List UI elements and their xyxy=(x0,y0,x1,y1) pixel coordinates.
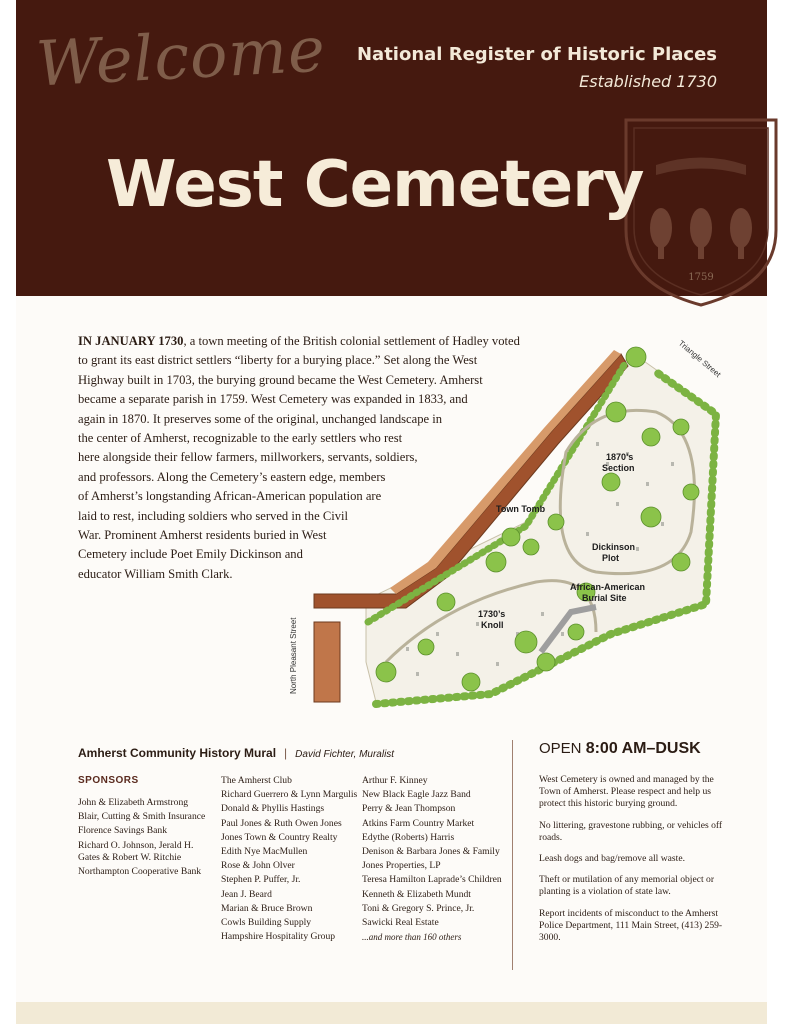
intro-line: laid to rest, including soldiers who served in the Civil xyxy=(78,508,349,523)
column-divider xyxy=(512,740,513,970)
sponsors-heading: SPONSORS xyxy=(78,775,139,786)
label-1870-section: Section xyxy=(602,463,635,473)
intro-line: of Amherst’s longstanding African-American population are xyxy=(78,489,382,504)
intro-lead: IN JANUARY 1730 xyxy=(78,334,184,348)
label-african-american-burial: African-American xyxy=(570,582,646,592)
sponsor-item: Cowls Building Supply xyxy=(221,917,312,929)
label-town-tomb: Town Tomb xyxy=(496,504,546,514)
rule-item: Leash dogs and bag/remove all waste. xyxy=(539,853,685,865)
sponsor-item: Perry & Jean Thompson xyxy=(362,803,456,815)
intro-line: educator William Smith Clark. xyxy=(78,566,233,581)
opening-hours xyxy=(539,740,701,758)
sponsor-item: Sawicki Real Estate xyxy=(362,917,439,929)
sponsor-item: Arthur F. Kinney xyxy=(362,775,428,786)
welcome-script: Welcome xyxy=(34,12,328,101)
sponsor-item: Kenneth & Elizabeth Mundt xyxy=(362,888,471,900)
sponsor-item: Teresa Hamilton Laprade’s Children xyxy=(362,874,502,886)
established-label: Established 1730 xyxy=(579,72,717,91)
rule-item: West Cemetery is owned and managed by the Town of Amherst. Please respect and help us protect this historic burying ground. xyxy=(539,774,714,810)
mural-artist: David Fichter, Muralist xyxy=(295,749,395,760)
rule-item: Report incidents of misconduct to the Amherst Police Department, 111 Main Street, (413) 259-3000. xyxy=(539,907,723,944)
sponsors-column-1 xyxy=(78,797,216,880)
mural-credit xyxy=(78,746,394,760)
cemetery-rules xyxy=(539,774,729,953)
intro-line: Cemetery include Poet Emily Dickinson and xyxy=(78,547,303,562)
sponsors-more: ...and more than 160 others xyxy=(362,932,462,943)
sponsor-item: New Black Eagle Jazz Band xyxy=(362,789,471,801)
intro-line: again in 1870. It preserves some of the original, unchanged landscape in xyxy=(78,411,443,426)
sponsor-item: Hampshire Hospitality Group xyxy=(221,931,336,943)
sponsors-column-2 xyxy=(221,775,361,945)
sponsors-column-3 xyxy=(362,775,502,945)
sponsor-item: Northampton Cooperative Bank xyxy=(78,866,202,878)
intro-line: and professors. Along the Cemetery’s eastern edge, members xyxy=(78,469,386,484)
label-north-pleasant-street: North Pleasant Street xyxy=(289,617,298,694)
open-label: OPEN xyxy=(539,740,586,757)
register-label: National Register of Historic Places xyxy=(356,44,717,65)
label-african-american-burial: Burial Site xyxy=(582,593,627,603)
sponsor-item: Blair, Cutting & Smith Insurance xyxy=(78,811,206,823)
label-1870-section: 1870’s xyxy=(606,452,634,462)
page-title: West Cemetery xyxy=(106,148,644,222)
intro-line: Highway built in 1703, the burying ground became the West Cemetery. Amherst xyxy=(78,372,483,387)
label-dickinson-plot: Dickinson xyxy=(592,542,636,552)
intro-line: War. Prominent Amherst residents buried in West xyxy=(78,528,327,543)
intro-line: became a separate parish in 1759. West Cemetery was expanded in 1833, and xyxy=(78,392,468,407)
label-1730-knoll: Knoll xyxy=(481,620,504,630)
sponsor-item: Donald & Phyllis Hastings xyxy=(221,803,325,815)
sponsor-item: Atkins Farm Country Market xyxy=(362,817,475,829)
intro-line: here alongside their fellow farmers, millworkers, servants, soldiers, xyxy=(78,450,418,465)
rule-item: Theft or mutilation of any memorial object or planting is a violation of state law. xyxy=(539,874,715,898)
rule-item: No littering, gravestone rubbing, or vehicles off roads. xyxy=(539,819,723,843)
intro-line: the center of Amherst, recognizable to the early settlers who rest xyxy=(78,431,403,446)
sponsor-item: The Amherst Club xyxy=(221,775,292,786)
sponsor-item: John & Elizabeth Armstrong xyxy=(78,797,189,808)
header-banner xyxy=(16,0,767,296)
sponsor-item: Stephen P. Puffer, Jr. xyxy=(221,874,301,886)
sponsor-item: Denison & Barbara Jones & Family xyxy=(362,846,500,858)
mural-title: Amherst Community History Mural xyxy=(78,746,277,760)
cemetery-map xyxy=(289,332,736,722)
poster-page xyxy=(16,0,767,1024)
sponsor-item: Marian & Bruce Brown xyxy=(221,902,313,914)
footer-band xyxy=(16,1002,767,1024)
label-1730-knoll: 1730’s xyxy=(478,609,506,619)
sponsor-item: Richard O. Johnson, Jerald H. Gates & Robert W. Ritchie xyxy=(78,839,194,863)
sponsor-item: Rose & John Olver xyxy=(221,860,295,872)
sponsor-item: Florence Savings Bank xyxy=(78,825,167,837)
sponsor-item: Jones Properties, LP xyxy=(362,860,441,872)
sponsor-item: Edith Nye MacMullen xyxy=(221,846,308,858)
hours-value: 8:00 AM–DUSK xyxy=(585,740,701,757)
sponsor-item: Jean J. Beard xyxy=(221,888,272,900)
intro-line: to grant its east district settlers “liberty for a burying place.” Set along the West xyxy=(78,353,478,368)
sponsor-item: Edythe (Roberts) Harris xyxy=(362,831,455,843)
mural-separator: | xyxy=(284,746,288,760)
seal-year: 1759 xyxy=(688,272,714,283)
building-left xyxy=(314,622,340,702)
sponsor-item: Richard Guerrero & Lynn Margulis xyxy=(221,789,358,801)
label-dickinson-plot: Plot xyxy=(602,553,619,563)
label-triangle-street: Triangle Street xyxy=(676,338,723,380)
intro-line: , a town meeting of the British colonial settlement of Hadley voted xyxy=(183,334,520,348)
sponsor-item: Paul Jones & Ruth Owen Jones xyxy=(221,817,342,829)
sponsor-item: Toni & Gregory S. Prince, Jr. xyxy=(362,902,475,914)
sponsor-item: Jones Town & Country Realty xyxy=(221,831,338,843)
